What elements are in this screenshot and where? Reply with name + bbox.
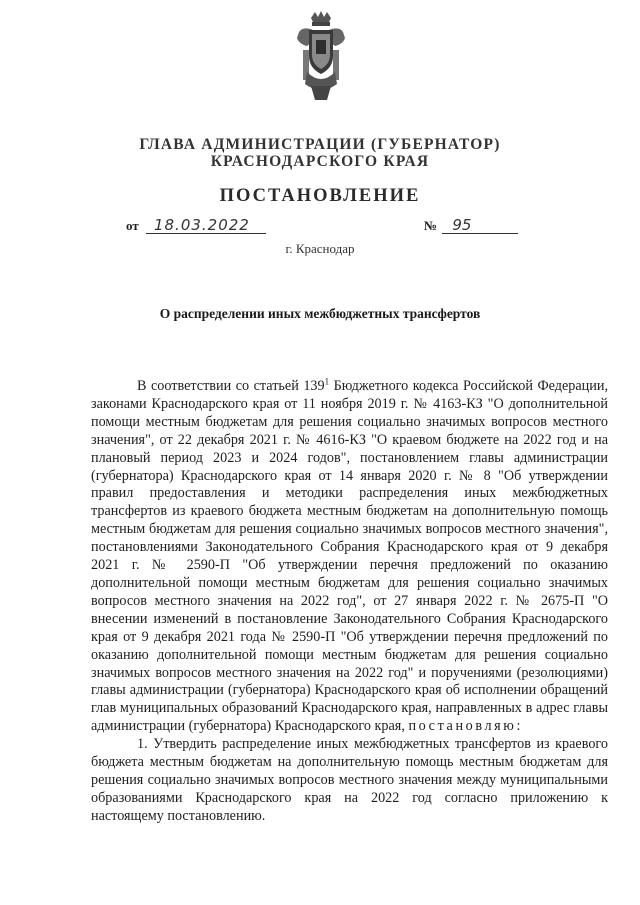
org-title-line2: КРАСНОДАРСКОГО КРАЯ bbox=[210, 153, 430, 170]
document-body bbox=[91, 378, 608, 826]
preamble-decree: постановляю: bbox=[408, 718, 523, 735]
handwritten-date: 18.03.2022 bbox=[146, 218, 266, 234]
handwritten-number: 95 bbox=[442, 218, 518, 234]
org-title-line1: ГЛАВА АДМИНИСТРАЦИИ (ГУБЕРНАТОР) bbox=[139, 136, 501, 153]
paragraph-item-1: 1. Утвердить распределение иных межбюджетных трансфертов из краевого бюджета местным бюджетам на дополнительную помощь местным бюджетам для решения социально значимых вопросов местного значения между муниципальными образованиями Краснодарского края на 2022 год согласно приложению к настоящему постановлению. bbox=[91, 736, 608, 824]
preamble-start: В соответствии со статьей 139 bbox=[137, 378, 325, 394]
krasnodar-coat-of-arms-icon bbox=[293, 10, 349, 106]
preamble-text: Бюджетного кодекса Российской Федерации, законами Краснодарского края от 11 ноября 2019 г. № 4163-КЗ "О дополнительной помощи местным бюджетам для решения социально значимых вопросов местного значения", от 22 декабря 2021 г. № 4616-КЗ "О краевом бюджете на 2022 год и на плановый период 2023 и 2024 годов", постановлением главы администрации (губернатора) Краснодарского края от 14 января 2020 г. № 8 "Об утверждении правил предоставления и методики распределения иных межбюджетных трансфертов из краевого бюджета местным бюджетам на дополнительную помощь местным бюджетам для решения социально значимых вопросов местного значения", постановлениями Законодательного Собрания Краснодарского края от 9 декабря 2021 г. № 2590-П "Об утверждении перечня предложений по оказанию дополнительной помощи местным бюджетам для решения социально значимых вопросов местного значения на 2022 год", от 27 января 2022 г. № 2675-П "О внесении изменений в постановление Законодательного Собрания Краснодарского края от 9 декабря 2021 года № 2590-П "Об утверждении перечня предложений по оказанию дополнительной помощи местным бюджетам для решения социально значимых вопросов местного значения на 2022 год" и поручениями (резолюциями) главы администрации (губернатора) Краснодарского края об исполнении обращений глав муниципальных образований Краснодарского края, направленных в адрес главы администрации (губернатора) Краснодарского края, bbox=[91, 378, 608, 735]
document-title: О распределении иных межбюджетных трансфертов bbox=[159, 306, 481, 321]
paragraph-preamble bbox=[91, 378, 608, 736]
number-label: № bbox=[424, 218, 438, 233]
date-label: от bbox=[126, 218, 139, 233]
city-name: г. Краснодар bbox=[285, 241, 355, 256]
article-superscript: 1 bbox=[324, 376, 330, 387]
document-type: ПОСТАНОВЛЕНИЕ bbox=[219, 186, 421, 206]
number-line bbox=[424, 218, 518, 234]
date-line bbox=[126, 218, 266, 234]
